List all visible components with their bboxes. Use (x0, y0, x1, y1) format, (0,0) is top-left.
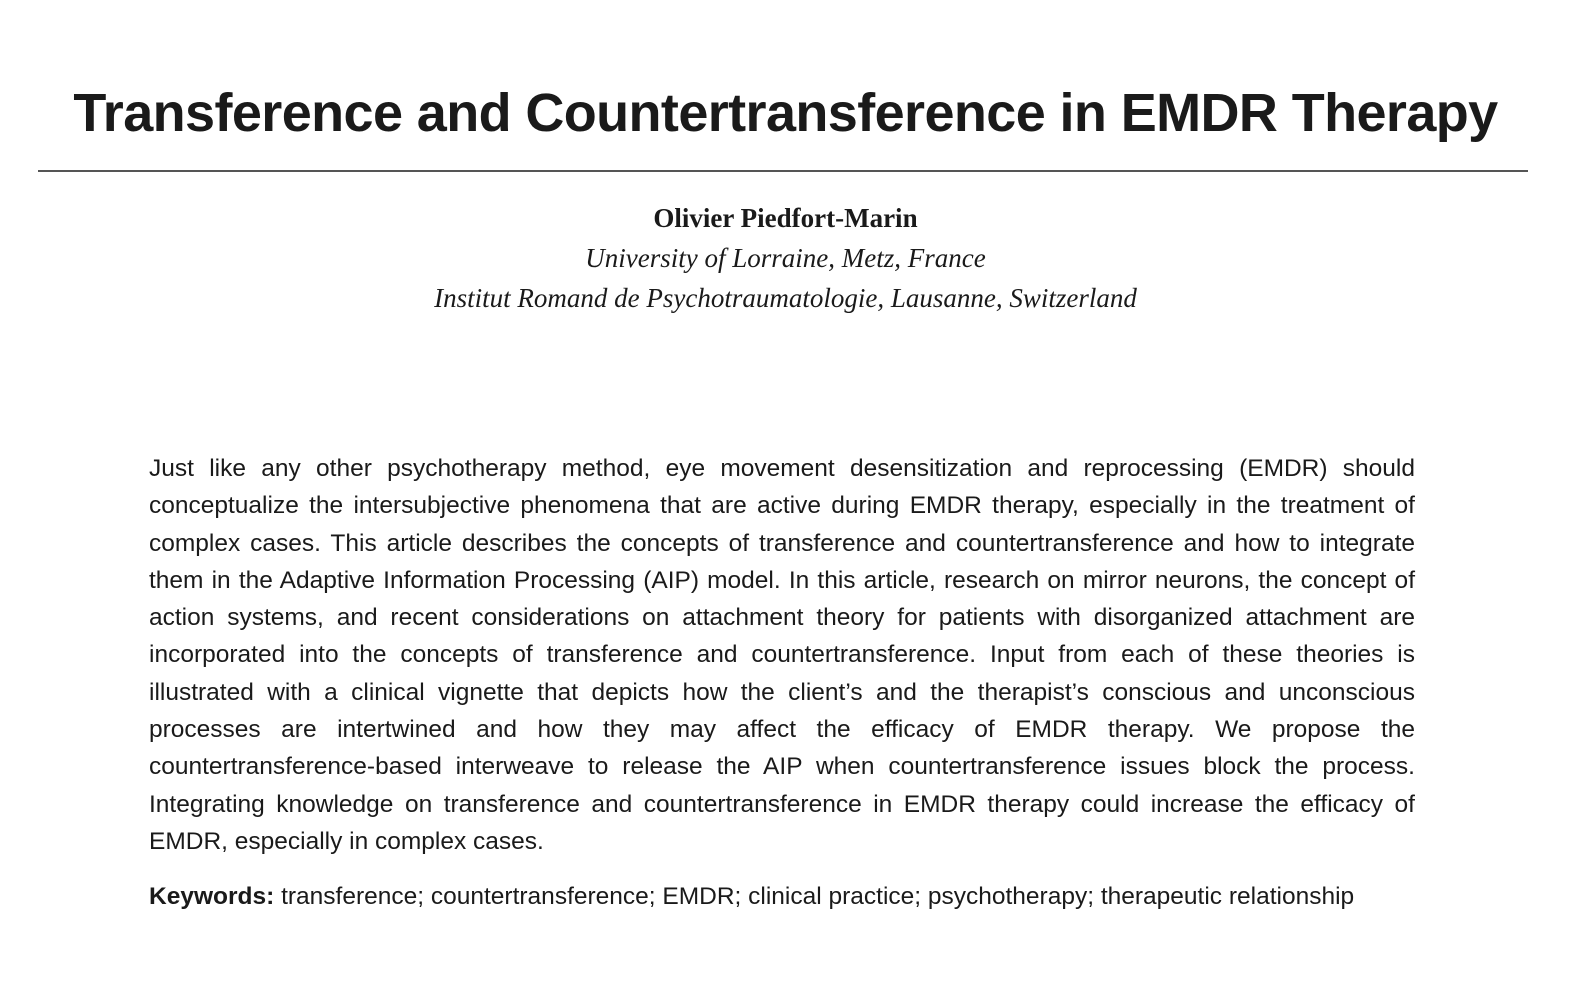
article-title: Transference and Countertransference in EMDR Therapy (73, 83, 1498, 143)
title-divider (38, 170, 1528, 172)
affiliation-2: Institut Romand de Psychotraumatologie, Lausanne, Switzerland (434, 283, 1137, 313)
abstract-text: Just like any other psychotherapy method, eye movement desensitization and reprocessing (EMDR) should conceptualize the intersubjective phenomena that are active during EMDR therapy, especially in the treatment of complex cases. This article describes the concepts of transference and countertransference and how to integrate them in the Adaptive Information Processing (AIP) model. In this article, research on mirror neurons, the concept of action systems, and recent considerations on attachment theory for patients with disorganized attachment are incorporated into the concepts of transference and countertransference. Input from each of these theories is illustrated with a clinical vignette that depicts how the client’s and the therapist’s conscious and unconscious processes are intertwined and how they may affect the efficacy of EMDR therapy. We propose the countertransference-based interweave to release the AIP when countertransference issues block the process. Integrating knowledge on transference and countertransference in EMDR therapy could increase the efficacy of EMDR, especially in complex cases. (149, 455, 1415, 855)
author-name: Olivier Piedfort-Marin (653, 203, 918, 233)
byline (0, 198, 1571, 318)
affiliation-1: University of Lorraine, Metz, France (585, 243, 986, 273)
keywords-label: Keywords: (149, 883, 275, 910)
keywords-list: transference; countertransference; EMDR; clinical practice; psychotherapy; therapeutic relationship (281, 883, 1355, 910)
keywords (149, 878, 1415, 915)
